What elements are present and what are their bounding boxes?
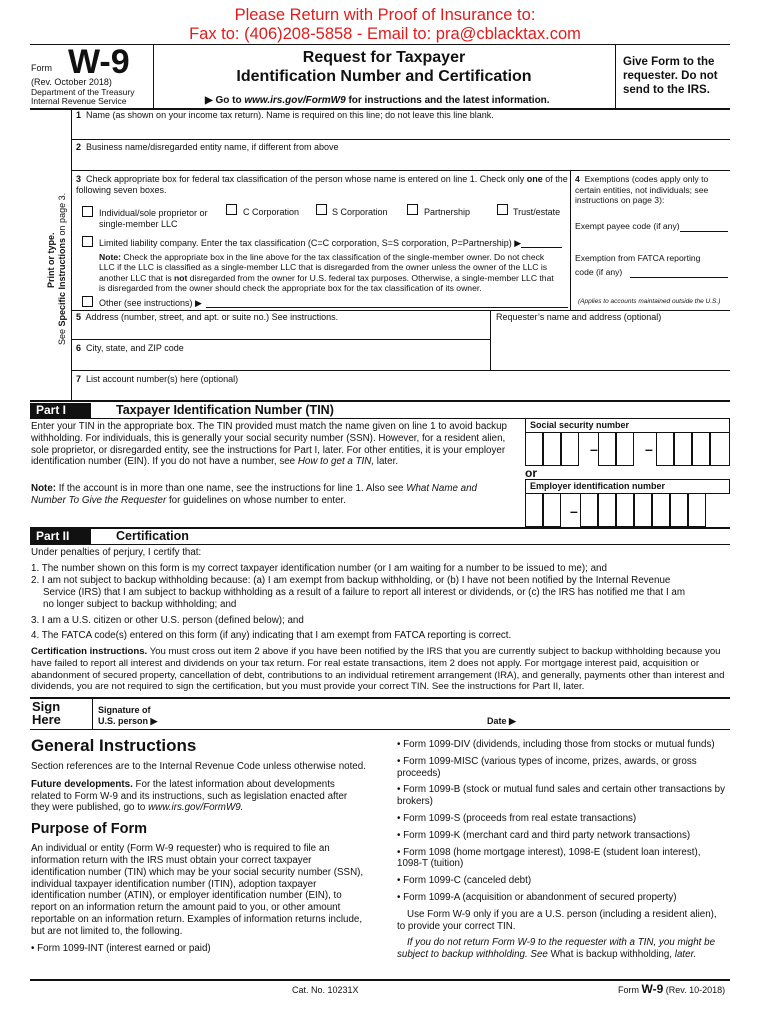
banner-line-1: Please Return with Proof of Insurance to: bbox=[234, 6, 536, 24]
part-1-title: Taxpayer Identification Number (TIN) bbox=[116, 403, 334, 417]
business-name-input[interactable] bbox=[80, 154, 725, 170]
future-developments: Future developments. For the latest information about developments related to Form W-9 and its instructions, such as legislation enacted after they were published, go to www.irs.gov/FormW9. bbox=[31, 778, 348, 814]
date-label: Date ▶ bbox=[487, 716, 516, 726]
form-list-item: • Form 1099-S (proceeds from real estate transactions) bbox=[397, 812, 637, 824]
signature-label-2: U.S. person ▶ bbox=[98, 716, 158, 726]
partnership-label: Partnership bbox=[424, 207, 471, 217]
name-input[interactable] bbox=[80, 122, 725, 139]
cert-item-4: 4. The FATCA code(s) entered on this form (if any) indicating that I am exempt from FATCA reporting is correct. bbox=[31, 630, 512, 641]
form-list-item: • Form 1099-K (merchant card and third party network transactions) bbox=[397, 829, 691, 841]
cert-item-2-line-2: Service (IRS) that I am subject to backup withholding as a result of a failure to report all interest or dividends, or (c) the IRS has notified me that I am bbox=[43, 587, 685, 598]
general-instructions-right bbox=[397, 739, 727, 961]
banner-line-2: Fax to: (406)208-5858 - Email to: pra@cblacktax.com bbox=[189, 25, 581, 43]
form-1099-int: • Form 1099-INT (interest earned or paid) bbox=[31, 942, 211, 954]
cert-item-2-line-1: 2. I am not subject to backup withholding because: (a) I am exempt from backup withholding, or (b) I have not been notified by the Internal Revenue bbox=[31, 575, 671, 586]
address-input[interactable] bbox=[80, 324, 485, 338]
part-1-label: Part I bbox=[30, 403, 91, 418]
part-1-instructions: Enter your TIN in the appropriate box. The TIN provided must match the name given on line 1 to avoid backup withholding. For individuals, this is generally your social security number (SSN). However, for a resident alien, sole proprietor, or disregarded entity, see the instructions for Part I, later. For other entities, it is your employer identification number (EIN). If you do not have a number, see How to get a TIN, later. bbox=[31, 421, 507, 468]
sign-label: Sign bbox=[32, 699, 61, 714]
other-checkbox[interactable] bbox=[82, 296, 93, 307]
llc-label: Limited liability company. Enter the tax classification (C=C corporation, S=S corporation, P=Partnership) ▶ bbox=[99, 238, 522, 248]
individual-label-2: single-member LLC bbox=[99, 219, 178, 229]
part-2-label: Part II bbox=[30, 529, 91, 544]
department: Department of the Treasury bbox=[31, 87, 135, 97]
applies-note: (Applies to accounts maintained outside the U.S.) bbox=[578, 298, 721, 305]
signature-input[interactable] bbox=[160, 700, 480, 727]
certification-instructions: Certification instructions. You must cross out item 2 above if you have been notified by the IRS that you are currently subject to backup withholding because you have failed to report all interest and dividends on your tax return. For real estate transactions, item 2 does not apply. For mortgage interest paid, acquisition or abandonment of secured property, cancellation of debt, contributions to an individual retirement arrangement (IRA), and generally, payments other than interest and dividends, you are not required to sign the certification, but you must provide your correct TIN. See the instructions for Part II, later. bbox=[31, 646, 725, 693]
purpose-text: An individual or entity (Form W-9 requester) who is required to file an information return with the IRS must obtain your correct taxpayer identification number (TIN) which may be your social security number (SSN), individual taxpayer identification number (ITIN), adoption taxpayer identification number (ATIN), or employer identification number (EIN), to report on an information return the amount paid to you, or other amount reportable on an information return. Examples of information returns include, but are not limited to, the following. bbox=[31, 843, 364, 937]
line-7-label: 7 List account number(s) here (optional) bbox=[76, 374, 239, 384]
catalog-number: Cat. No. 10231X bbox=[292, 985, 359, 995]
ein-dash: – bbox=[570, 503, 578, 519]
irs-url-link-2[interactable]: www.irs.gov/FormW9. bbox=[148, 802, 244, 814]
ssn-label: Social security number bbox=[530, 420, 630, 430]
c-corporation-checkbox[interactable] bbox=[226, 204, 237, 215]
goto-instructions: ▶ Go to www.irs.gov/FormW9 for instructions and the latest information. bbox=[205, 95, 550, 106]
individual-label-1: Individual/sole proprietor or bbox=[99, 208, 208, 218]
llc-note: Note: Check the appropriate box in the line above for the tax classification of the single-member owner. Do not check LLC if the LLC is classified as a single-member LLC that is disregarded from the owner unless the owner of the LLC is another LLC that is not disregarded from the owner for U.S. federal tax purposes. Otherwise, a single-member LLC that is disregarded from the owner should check the appropriate box for the tax classification of its owner. bbox=[99, 252, 554, 293]
fatca-label-2: code (if any) bbox=[575, 267, 623, 277]
cert-item-1: 1. The number shown on this form is my correct taxpayer identification number (or I am waiting for a number to be issued to me); and bbox=[31, 563, 607, 574]
fatca-code-input[interactable] bbox=[630, 277, 728, 278]
exempt-payee-input[interactable] bbox=[680, 231, 728, 232]
irs-url-link[interactable]: www.irs.gov/FormW9 bbox=[244, 95, 346, 106]
other-label: Other (see instructions) ▶ bbox=[99, 298, 202, 308]
perjury-intro: Under penalties of perjury, I certify that: bbox=[31, 547, 202, 558]
title-line-1: Request for Taxpayer bbox=[302, 49, 466, 66]
ein-label: Employer identification number bbox=[530, 481, 666, 491]
line-5-label: 5 Address (number, street, and apt. or suite no.) See instructions. bbox=[76, 312, 339, 322]
exempt-payee-label: Exempt payee code (if any) bbox=[575, 221, 680, 231]
line-3-label: 3 Check appropriate box for federal tax classification of the person whose name is entered on line 1. Check only one of the following seven boxes. bbox=[76, 174, 568, 195]
general-instructions-left bbox=[31, 736, 366, 954]
s-corporation-checkbox[interactable] bbox=[316, 204, 327, 215]
part-2-title: Certification bbox=[116, 529, 189, 543]
here-label: Here bbox=[32, 712, 61, 727]
requester-label: Requester’s name and address (optional) bbox=[496, 312, 662, 322]
trust-estate-label: Trust/estate bbox=[513, 207, 561, 217]
individual-checkbox[interactable] bbox=[82, 206, 93, 217]
c-corporation-label: C Corporation bbox=[243, 207, 300, 217]
ssn-dash-1: – bbox=[590, 441, 598, 457]
llc-checkbox[interactable] bbox=[82, 236, 93, 247]
form-list-item: • Form 1099-A (acquisition or abandonment of secured property) bbox=[397, 891, 677, 903]
line-1-label: 1 Name (as shown on your income tax return). Name is required on this line; do not leave this line blank. bbox=[76, 110, 494, 120]
or-label: or bbox=[525, 466, 537, 480]
trust-estate-checkbox[interactable] bbox=[497, 204, 508, 215]
footer-form: Form W-9 (Rev. 10-2018) bbox=[618, 982, 726, 996]
form-word: Form bbox=[31, 63, 52, 73]
form-revision: (Rev. October 2018) bbox=[31, 77, 112, 87]
city-state-zip-input[interactable] bbox=[80, 355, 485, 369]
backup-withholding-note: If you do not return Form W-9 to the requester with a TIN, you might be subject to backup withholding. See What is backup withholding, later. bbox=[397, 937, 716, 961]
form-list-item: • Form 1099-C (canceled debt) bbox=[397, 875, 532, 887]
title-line-2: Identification Number and Certification bbox=[236, 68, 532, 85]
llc-classification-input[interactable] bbox=[521, 247, 562, 248]
specific-instructions-label: See Specific Instructions on page 3. bbox=[57, 192, 67, 345]
line-2-label: 2 Business name/disregarded entity name, if different from above bbox=[76, 142, 339, 152]
fatca-label-1: Exemption from FATCA reporting bbox=[575, 253, 701, 263]
date-input[interactable] bbox=[520, 704, 725, 727]
account-numbers-input[interactable] bbox=[80, 386, 725, 399]
cert-item-3: 3. I am a U.S. citizen or other U.S. person (defined below); and bbox=[31, 615, 304, 626]
other-input[interactable] bbox=[206, 307, 568, 308]
give-form-notice: Give Form to the requester. Do not send to the IRS. bbox=[623, 56, 718, 96]
agency: Internal Revenue Service bbox=[31, 96, 127, 106]
form-list-item: • Form 1098 (home mortgage interest), 1098-E (student loan interest), 1098-T (tuition) bbox=[397, 846, 701, 870]
print-or-type-label: Print or type. bbox=[46, 232, 56, 288]
use-form-note: Use Form W-9 only if you are a U.S. person (including a resident alien), to provide your correct TIN. bbox=[397, 908, 717, 932]
requester-input[interactable] bbox=[496, 324, 726, 368]
section-references: Section references are to the Internal Revenue Code unless otherwise noted. bbox=[31, 761, 366, 772]
line-6-label: 6 City, state, and ZIP code bbox=[76, 343, 184, 353]
part-1-note: Note: If the account is in more than one name, see the instructions for line 1. Also see What Name and Number To Give the Requester for guidelines on whose number to enter. bbox=[31, 483, 478, 506]
form-list-item: • Form 1099-B (stock or mutual fund sales and certain other transactions by brokers) bbox=[397, 784, 725, 808]
cert-item-2-line-3: no longer subject to backup withholding; and bbox=[43, 599, 237, 610]
form-list-item: • Form 1099-MISC (various types of income, prizes, awards, or gross proceeds) bbox=[397, 755, 697, 779]
line-4-label: 4 Exemptions (codes apply only to certain entities, not individuals; see instructions on page 3): bbox=[575, 174, 709, 205]
form-name: W-9 bbox=[68, 43, 130, 81]
partnership-checkbox[interactable] bbox=[407, 204, 418, 215]
form-list-item: • Form 1099-DIV (dividends, including those from stocks or mutual funds) bbox=[397, 739, 715, 750]
general-instructions-heading: General Instructions bbox=[31, 736, 197, 755]
s-corporation-label: S Corporation bbox=[332, 207, 388, 217]
purpose-heading: Purpose of Form bbox=[31, 821, 148, 838]
signature-label-1: Signature of bbox=[98, 705, 151, 715]
ssn-dash-2: – bbox=[645, 441, 653, 457]
